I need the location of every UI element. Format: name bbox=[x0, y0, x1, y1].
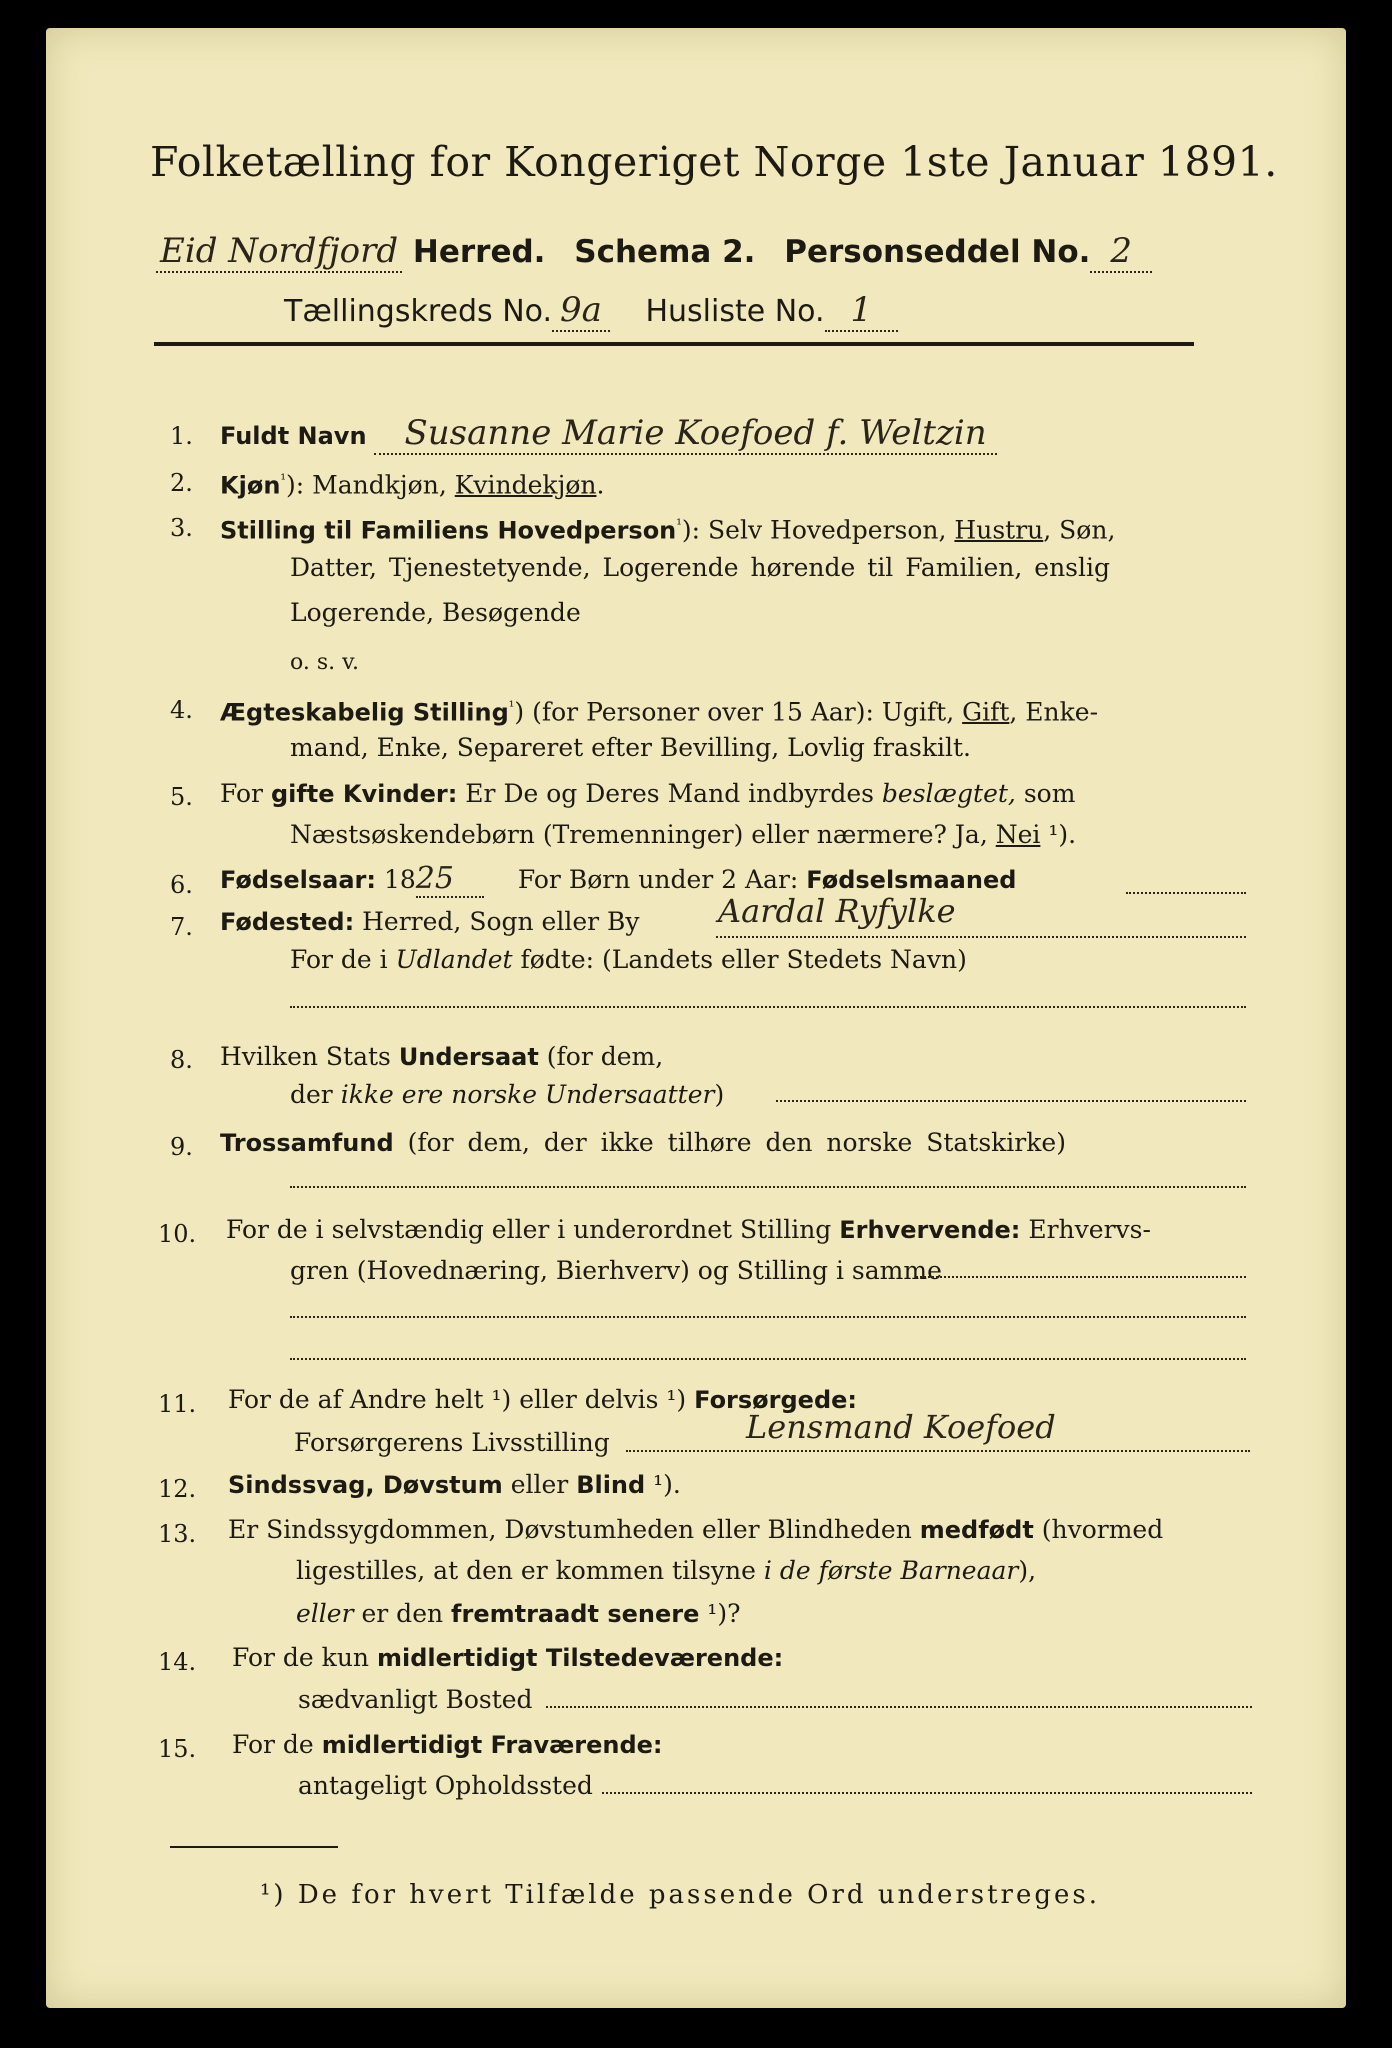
q1-row bbox=[220, 413, 997, 453]
q1-value: Susanne Marie Koefoed f. Weltzin bbox=[374, 413, 996, 455]
q10-field bbox=[916, 1274, 1246, 1278]
q13-italic: i de første Barneaar bbox=[763, 1556, 1019, 1585]
q8-row bbox=[220, 1042, 663, 1072]
q3-text: ): Selv Hovedperson, bbox=[681, 515, 955, 545]
kreds-label: Tællingskreds No. bbox=[284, 294, 552, 329]
q14-line2: sædvanligt Bosted bbox=[298, 1685, 533, 1714]
q10-field-3 bbox=[290, 1356, 1246, 1360]
q5-text: Er De og Deres Mand indbyrdes bbox=[457, 779, 882, 808]
q13-line2 bbox=[296, 1556, 1036, 1586]
q3-label: Stilling til Familiens Hovedperson bbox=[220, 516, 677, 545]
q11-label: Forsørgede: bbox=[694, 1386, 858, 1414]
q8-text: Hvilken Stats bbox=[220, 1042, 399, 1071]
q8-text-end: (for dem, bbox=[538, 1042, 664, 1071]
q8-line2 bbox=[290, 1080, 724, 1110]
q2-selected-option: Kvindekjøn bbox=[454, 470, 597, 500]
q9-row bbox=[220, 1128, 1066, 1158]
personseddel-value: 2 bbox=[1090, 231, 1152, 273]
husliste-label: Husliste No. bbox=[645, 294, 825, 329]
q1-number: 1. bbox=[170, 422, 193, 450]
q4-text: ) (for Personer over 15 Aar): Ugift, bbox=[514, 697, 963, 727]
q14-row bbox=[232, 1643, 783, 1673]
q13-text: Er Sindssygdommen, Døvstumheden eller Blindheden bbox=[228, 1515, 920, 1544]
q9-text: (for dem, der ikke tilhøre den norske Statskirke) bbox=[393, 1128, 1066, 1157]
q6-text: For Børn under 2 Aar: bbox=[517, 865, 807, 894]
q3-number: 3. bbox=[170, 514, 193, 542]
q4-number: 4. bbox=[170, 696, 193, 724]
q14-label: midlertidigt Tilstedeværende: bbox=[376, 1644, 784, 1672]
q4-footnote-mark: ¹ bbox=[508, 699, 515, 715]
q11-number: 11. bbox=[158, 1390, 197, 1418]
header-herred-row bbox=[156, 231, 1152, 271]
herred-value: Eid Nordfjord bbox=[156, 231, 402, 273]
q5-italic: beslægtet, bbox=[881, 779, 1016, 808]
q2-text-end: . bbox=[596, 470, 605, 500]
q6-row bbox=[220, 861, 1017, 896]
q11-field bbox=[626, 1448, 1250, 1452]
q13-number: 13. bbox=[158, 1520, 197, 1548]
q8-field bbox=[776, 1098, 1246, 1102]
q5-selected-option: Nei bbox=[995, 820, 1041, 849]
q7-line2-text: For de i bbox=[290, 945, 396, 974]
q2-footnote-mark: ¹ bbox=[280, 472, 287, 488]
footnote: ¹) De for hvert Tilfælde passende Ord understreges. bbox=[260, 1880, 1101, 1910]
q8-line2-end: ) bbox=[714, 1080, 725, 1109]
q13-line2-end: ), bbox=[1018, 1556, 1037, 1585]
q1-label: Fuldt Navn bbox=[220, 422, 367, 450]
q13-line3-italic: eller bbox=[296, 1599, 354, 1628]
q10-number: 10. bbox=[158, 1220, 197, 1248]
q12-text-end: ¹). bbox=[645, 1470, 681, 1499]
header-kreds-row bbox=[284, 290, 898, 330]
q2-row bbox=[220, 465, 604, 500]
q6-label2: Fødselsmaaned bbox=[806, 866, 1017, 894]
q4-text-end: , Enke- bbox=[1009, 697, 1099, 727]
q10-line2: gren (Hovednæring, Bierhverv) og Stilling i samme bbox=[290, 1256, 942, 1285]
q8-italic: ikke ere norske Undersaatter bbox=[340, 1080, 715, 1109]
q14-number: 14. bbox=[158, 1648, 197, 1676]
q4-label: Ægteskabelig Stilling bbox=[220, 698, 509, 727]
personseddel-label: Personseddel No. bbox=[784, 234, 1091, 270]
q8-label: Undersaat bbox=[398, 1043, 539, 1071]
q3-line2: Datter, Tjenestetyende, Logerende hørende til Familien, enslig bbox=[290, 553, 1111, 582]
q6-year-value: 25 bbox=[416, 861, 484, 898]
q10-text: For de i selvstændig eller i underordnet Stilling bbox=[226, 1215, 840, 1244]
q13-text-end: (hvormed bbox=[1033, 1515, 1164, 1544]
q3-footnote-mark: ¹ bbox=[676, 517, 682, 533]
q5-label: gifte Kvinder: bbox=[270, 780, 458, 808]
q13-line3-text: er den bbox=[353, 1599, 452, 1628]
q12-label: Sindssvag, Døvstum bbox=[228, 1471, 503, 1499]
q10-row bbox=[226, 1215, 1151, 1245]
q10-label: Erhvervende: bbox=[839, 1216, 1021, 1244]
q9-label: Trossamfund bbox=[220, 1129, 394, 1157]
q2-text: ): Mandkjøn, bbox=[286, 470, 455, 500]
q7-line2 bbox=[290, 945, 967, 975]
q12-label2: Blind bbox=[576, 1471, 646, 1499]
q4-line2: mand, Enke, Separeret efter Bevilling, Lovlig fraskilt. bbox=[290, 733, 971, 762]
q11-line2: Forsørgerens Livsstilling bbox=[294, 1428, 610, 1457]
q9-field bbox=[290, 1184, 1246, 1188]
q7-italic: Udlandet bbox=[395, 945, 513, 974]
q6-label: Fødselsaar: bbox=[220, 866, 376, 894]
q11-value: Lensmand Koefoed bbox=[746, 1408, 1056, 1446]
q15-label: midlertidigt Fraværende: bbox=[321, 1731, 663, 1759]
q6-year-prefix: 18 bbox=[376, 865, 416, 894]
census-form-page bbox=[46, 28, 1346, 2008]
q13-line3 bbox=[296, 1599, 741, 1629]
q2-number: 2. bbox=[170, 469, 193, 497]
q3-row bbox=[220, 510, 1115, 545]
q15-line2: antageligt Opholdssted bbox=[298, 1771, 593, 1800]
q5-line2-end: ¹). bbox=[1040, 820, 1077, 849]
q14-text: For de kun bbox=[232, 1643, 377, 1672]
q7-extra-field bbox=[290, 1004, 1246, 1008]
q12-text: eller bbox=[502, 1470, 577, 1499]
q13-label2: fremtraadt senere bbox=[451, 1600, 700, 1628]
header-rule bbox=[154, 342, 1194, 346]
q5-text-end: som bbox=[1015, 779, 1076, 808]
q4-row bbox=[220, 692, 1098, 727]
herred-label: Herred. bbox=[412, 234, 546, 270]
q15-text: For de bbox=[232, 1730, 322, 1759]
q7-label: Fødested: bbox=[220, 908, 355, 936]
q6-number: 6. bbox=[170, 871, 193, 899]
q5-number: 5. bbox=[170, 783, 193, 811]
q14-field bbox=[546, 1704, 1252, 1708]
kreds-value: 9a bbox=[552, 290, 610, 332]
q7-number: 7. bbox=[170, 913, 193, 941]
form-title: Folketælling for Kongeriget Norge 1ste Januar 1891. bbox=[150, 138, 1278, 186]
q15-field bbox=[602, 1790, 1252, 1794]
q10-field-2 bbox=[290, 1314, 1246, 1318]
q6-month-field bbox=[1126, 890, 1246, 894]
footnote-rule bbox=[170, 1846, 338, 1848]
q7-text: Herred, Sogn eller By bbox=[354, 907, 640, 936]
q7-row bbox=[220, 907, 640, 937]
q3-line4: o. s. v. bbox=[290, 650, 359, 675]
husliste-value: 1 bbox=[825, 290, 899, 332]
schema-label: Schema 2. bbox=[574, 234, 756, 270]
q9-number: 9. bbox=[170, 1133, 193, 1161]
q10-text-end: Erhvervs- bbox=[1020, 1215, 1151, 1244]
q4-selected-option: Gift bbox=[962, 697, 1010, 727]
q15-number: 15. bbox=[158, 1735, 197, 1763]
q5-line2 bbox=[290, 820, 1076, 850]
q11-text: For de af Andre helt ¹) eller delvis ¹) bbox=[228, 1385, 695, 1414]
q13-line3-end: ¹)? bbox=[699, 1599, 741, 1628]
q7-line2-end: fødte: (Landets eller Stedets Navn) bbox=[512, 945, 967, 974]
q7-value: Aardal Ryfylke bbox=[718, 892, 956, 930]
q2-label: Kjøn bbox=[220, 471, 281, 500]
q12-number: 12. bbox=[158, 1475, 197, 1503]
q8-line2-text: der bbox=[290, 1080, 341, 1109]
q3-text-end: , Søn, bbox=[1043, 515, 1116, 545]
q12-row bbox=[228, 1470, 681, 1500]
q5-row bbox=[220, 779, 1075, 809]
q15-row bbox=[232, 1730, 663, 1760]
q13-line2-text: ligestilles, at den er kommen tilsyne bbox=[296, 1556, 764, 1585]
q13-label: medfødt bbox=[919, 1516, 1034, 1544]
q5-pre: For bbox=[220, 779, 271, 808]
q13-row bbox=[228, 1515, 1163, 1545]
q3-line3: Logerende, Besøgende bbox=[290, 598, 581, 627]
q8-number: 8. bbox=[170, 1046, 193, 1074]
q3-selected-option: Hustru bbox=[954, 515, 1044, 545]
q5-line2-text: Næstsøskendebørn (Tremenninger) eller nærmere? Ja, bbox=[290, 820, 996, 849]
q7-field bbox=[716, 934, 1246, 938]
